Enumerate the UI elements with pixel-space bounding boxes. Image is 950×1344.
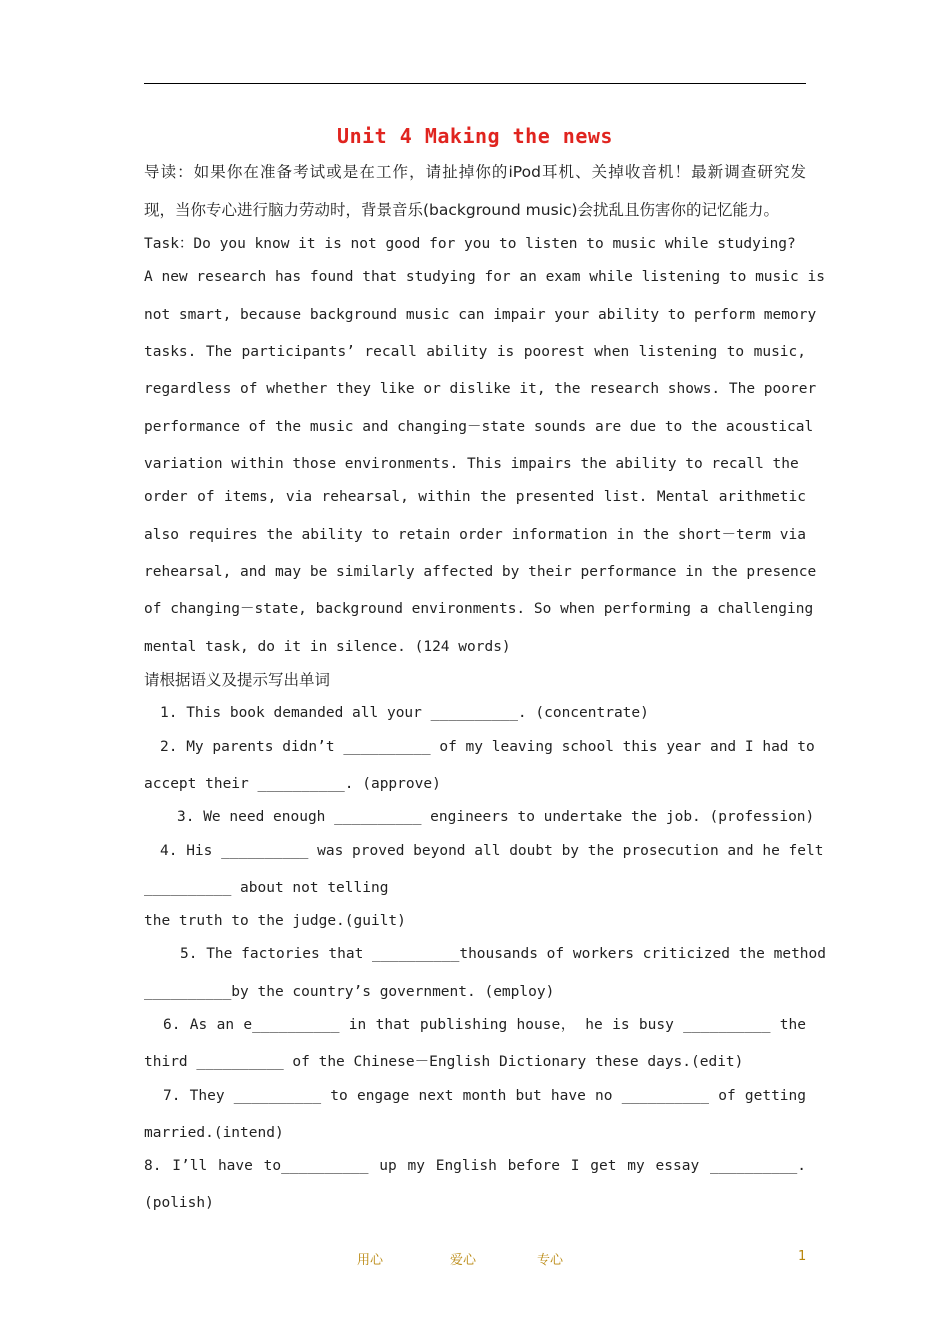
passage-line-10: of changing－state, background environments. So when performing a challenging <box>144 601 814 617</box>
passage-line-1: A new research has found that studying for an exam while listening to music is <box>144 269 825 285</box>
passage-line-8: also requires the ability to retain order information in the short－term via <box>144 527 806 543</box>
header-rule <box>144 83 806 84</box>
exercise-4-line-2: __________ about not telling <box>144 880 389 896</box>
exercise-5-line-2: __________by the country’s government. (employ) <box>144 984 555 1000</box>
footer-word-1: 用心 <box>357 1253 384 1268</box>
exercise-7-line-1: 7. They __________ to engage next month but have no __________ of getting <box>163 1088 806 1104</box>
exercise-6-line-2: third __________ of the Chinese－English Dictionary these days.(edit) <box>144 1054 744 1070</box>
passage-line-11: mental task, do it in silence. (124 words) <box>144 639 511 655</box>
passage-line-5: performance of the music and changing－state sounds are due to the acoustical <box>144 419 814 435</box>
footer-word-2: 爱心 <box>450 1253 477 1268</box>
passage-line-6: variation within those environments. This impairs the ability to recall the <box>144 456 799 472</box>
exercise-8-line-1: 8. I’ll have to__________ up my English before I get my essay __________. <box>144 1158 806 1174</box>
page-number: 1 <box>798 1249 807 1264</box>
intro-line-2: 现，当你专心进行脑力劳动时，背景音乐(background music)会扰乱且伤害你的记忆能力。 <box>144 201 780 219</box>
task-line: Task：Do you know it is not good for you to listen to music while studying? <box>144 236 796 252</box>
passage-line-3: tasks. The participants’ recall ability is poorest when listening to music, <box>144 344 806 360</box>
passage-line-2: not smart, because background music can impair your ability to perform memory <box>144 307 817 323</box>
passage-line-4: regardless of whether they like or dislike it, the research shows. The poorer <box>144 381 817 397</box>
exercise-5-line-1: 5. The factories that __________thousands of workers criticized the method <box>180 946 827 962</box>
passage-line-7: order of items, via rehearsal, within the presented list. Mental arithmetic <box>144 489 806 505</box>
instruction: 请根据语义及提示写出单词 <box>144 671 331 689</box>
document-title: Unit 4 Making the news <box>337 124 613 148</box>
exercise-2-line-2: accept their __________. (approve) <box>144 776 441 792</box>
exercise-1: 1. This book demanded all your __________. (concentrate) <box>160 705 649 721</box>
exercise-7-line-2: married.(intend) <box>144 1125 284 1141</box>
exercise-4-line-3: the truth to the judge.(guilt) <box>144 913 406 929</box>
footer-word-3: 专心 <box>537 1253 564 1268</box>
exercise-3: 3. We need enough __________ engineers to undertake the job. (profession) <box>177 809 815 825</box>
exercise-2-line-1: 2. My parents didn’t __________ of my leaving school this year and I had to <box>160 739 815 755</box>
exercise-4-line-1: 4. His __________ was proved beyond all doubt by the prosecution and he felt <box>160 843 824 859</box>
exercise-6-line-1: 6. As an e__________ in that publishing house， he is busy __________ the <box>163 1017 806 1033</box>
passage-line-9: rehearsal, and may be similarly affected by their performance in the presence <box>144 564 817 580</box>
intro-line-1: 导读：如果你在准备考试或是在工作，请扯掉你的iPod耳机、关掉收音机！最新调查研究发 <box>144 163 806 181</box>
exercise-8-line-2: (polish) <box>144 1195 214 1211</box>
